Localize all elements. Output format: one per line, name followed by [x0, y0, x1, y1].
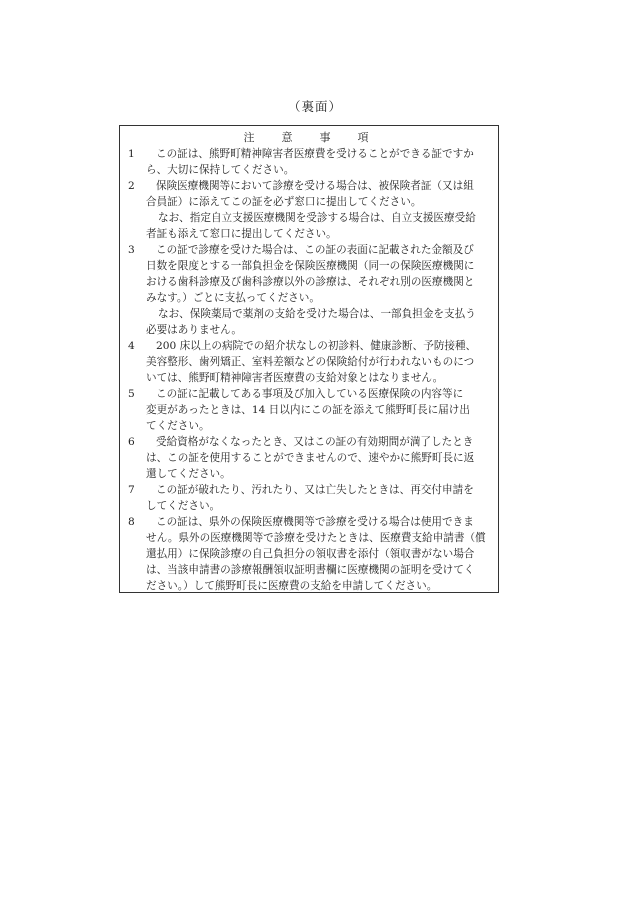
item-text-line: ださい。）して熊野町長に医療費の支給を申請してください。: [146, 580, 438, 592]
item-text-line: おける歯科診療及び歯科診療以外の診療は、それぞれ別の医療機関と: [146, 276, 475, 288]
item-text-line: みなす。）ごとに支払ってください。: [146, 292, 320, 304]
notice-item-2: [128, 178, 492, 242]
item-text-line: この証は、熊野町精神障害者医療費を受けることができる証ですか: [156, 148, 474, 160]
notice-item-5: [128, 386, 492, 434]
item-text-line: は、当該申請書の診療報酬領収証明書欄に医療機関の証明を受けてく: [146, 564, 475, 576]
item-number: 2: [128, 180, 135, 192]
item-text-line: は、この証を使用することができませんので、速やかに熊野町長に返: [146, 452, 475, 464]
item-text-line: 受給資格がなくなったとき、又はこの証の有効期間が満了したとき: [156, 436, 474, 448]
item-number: 3: [128, 244, 135, 256]
item-number: 1: [128, 148, 135, 160]
notice-items: [128, 146, 492, 594]
item-text-line: この証に記載してある事項及び加入している医療保険の内容等に: [156, 388, 464, 400]
item-text-line: 変更があったときは、14 日以内にこの証を添えて熊野町長に届け出: [146, 404, 470, 416]
item-text-line: いては、熊野町精神障害者医療費の支給対象とはなりません。: [146, 372, 444, 384]
item-text-line: 200 床以上の病院での紹介状なしの初診料、健康診断、予防接種、: [156, 340, 477, 352]
item-sub-text-line: なお、指定自立支援医療機関を受診する場合は、自立支援医療受給: [158, 212, 476, 224]
item-text-line: この証で診療を受けた場合は、この証の表面に記載された金額及び: [156, 244, 474, 256]
notice-box: [119, 125, 499, 593]
item-text-line: 日数を限度とする一部負担金を保険医療機関（同一の保険医療機関に: [146, 260, 475, 272]
item-sub-text-line: 必要はありません。: [146, 324, 242, 336]
item-text-line: 美容整形、歯列矯正、室料差額などの保険給付が行われないものにつ: [146, 356, 475, 368]
item-text-line: ら、大切に保持してください。: [146, 164, 295, 176]
item-text-line: この証が破れたり、汚れたり、又は亡失したときは、再交付申請を: [156, 484, 474, 496]
item-text-line: せん。県外の医療機関等で診療を受けたときは、医療費支給申請書（償: [146, 532, 486, 544]
item-text-line: この証は、県外の保険医療機関等で診療を受ける場合は使用できま: [156, 516, 474, 528]
item-number: 4: [128, 340, 135, 352]
notice-item-8: [128, 514, 492, 594]
item-text-line: 保険医療機関等において診療を受ける場合は、被保険者証（又は組: [156, 180, 474, 192]
item-number: 5: [128, 388, 135, 400]
notice-title: 注 意 事 項: [243, 131, 377, 144]
item-text-line: 合員証）に添えてこの証を必ず窓口に提出してください。: [146, 196, 422, 208]
notice-item-3: [128, 242, 492, 338]
notice-item-4: [128, 338, 492, 386]
notice-item-1: [128, 146, 492, 178]
item-text-line: してください。: [146, 500, 221, 512]
item-text-line: てください。: [146, 420, 210, 432]
notice-item-6: [128, 434, 492, 482]
item-number: 8: [128, 516, 135, 528]
page-heading: （裏面）: [287, 99, 342, 114]
item-text-line: 還してください。: [146, 468, 231, 480]
item-sub-text-line: 者証も添えて窓口に提出してください。: [146, 228, 337, 240]
item-sub-text-line: なお、保険薬局で薬剤の支給を受けた場合は、一部負担金を支払う: [158, 308, 476, 320]
item-text-line: 還払用）に保険診療の自己負担分の領収書を添付（領収書がない場合: [146, 548, 475, 560]
notice-item-7: [128, 482, 492, 514]
item-number: 7: [128, 484, 135, 496]
item-number: 6: [128, 436, 135, 448]
